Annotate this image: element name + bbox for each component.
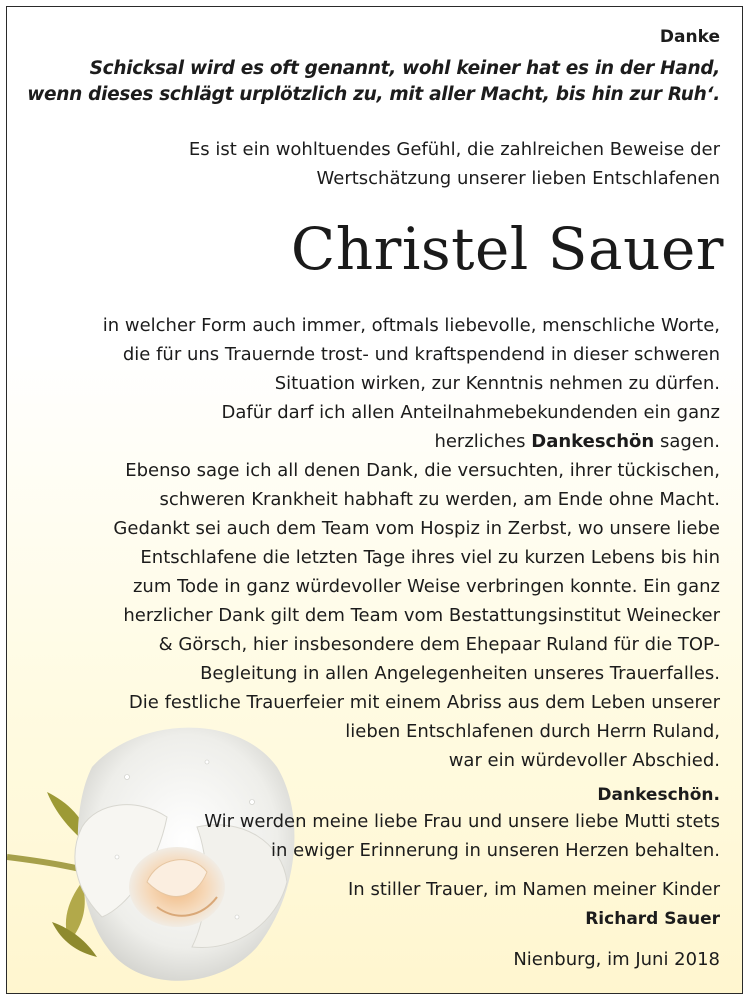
body-line: & Görsch, hier insbesondere dem Ehepaar Ruland für die TOP- [158, 634, 720, 655]
body-line: war ein würdevoller Abschied. [448, 750, 720, 771]
obituary-card [6, 6, 743, 994]
body-line: Die festliche Trauerfeier mit einem Abriss aus dem Leben unserer [128, 692, 720, 713]
sign-intro: In stiller Trauer, im Namen meiner Kinder [348, 879, 720, 900]
body-line: Begleitung in allen Angelegenheiten unseres Trauerfalles. [200, 663, 720, 684]
body-line: Ebenso sage ich all denen Dank, die versuchten, ihrer tückischen, [125, 460, 720, 481]
deceased-name: Christel Sauer [290, 215, 724, 283]
body-bold-text: Dankeschön [531, 431, 655, 452]
body-line-dankeschoen [434, 431, 720, 452]
body-text: herzliches [434, 431, 532, 452]
body-line: lieben Entschlafenen durch Herrn Ruland, [345, 721, 720, 742]
body-line: in welcher Form auch immer, oftmals liebevolle, menschliche Worte, [102, 315, 720, 336]
signer-name: Richard Sauer [585, 909, 720, 929]
body-line: die für uns Trauernde trost- und kraftspendend in dieser schweren [122, 344, 720, 365]
heading: Danke [659, 27, 720, 47]
body-text: sagen. [654, 431, 720, 452]
closing-line: Wir werden meine liebe Frau und unsere liebe Mutti stets [204, 811, 720, 832]
body-line: Gedankt sei auch dem Team vom Hospiz in Zerbst, wo unsere liebe [113, 518, 720, 539]
body-line: zum Tode in ganz würdevoller Weise verbringen konnte. Ein ganz [132, 576, 720, 597]
body-line: herzlicher Dank gilt dem Team vom Bestattungsinstitut Weinecker [123, 605, 720, 626]
body-line: schweren Krankheit habhaft zu werden, am Ende ohne Macht. [159, 489, 720, 510]
closing-line: in ewiger Erinnerung in unseren Herzen behalten. [270, 840, 720, 861]
closing-title: Dankeschön. [597, 785, 720, 805]
body-line: Entschlafene die letzten Tage ihres viel zu kurzen Lebens bis hin [140, 547, 720, 568]
body-line: Dafür darf ich allen Anteilnahmebekundenden ein ganz [221, 402, 720, 423]
intro-line-1: Es ist ein wohltuendes Gefühl, die zahlreichen Beweise der [188, 139, 720, 160]
place-date: Nienburg, im Juni 2018 [513, 949, 720, 970]
body-line: Situation wirken, zur Kenntnis nehmen zu dürfen. [274, 373, 720, 394]
motto-line-2: wenn dieses schlägt urplötzlich zu, mit aller Macht, bis hin zur Ruh‘. [27, 84, 720, 105]
motto-line-1: Schicksal wird es oft genannt, wohl keiner hat es in der Hand, [89, 58, 720, 79]
intro-line-2: Wertschätzung unserer lieben Entschlafenen [316, 168, 720, 189]
